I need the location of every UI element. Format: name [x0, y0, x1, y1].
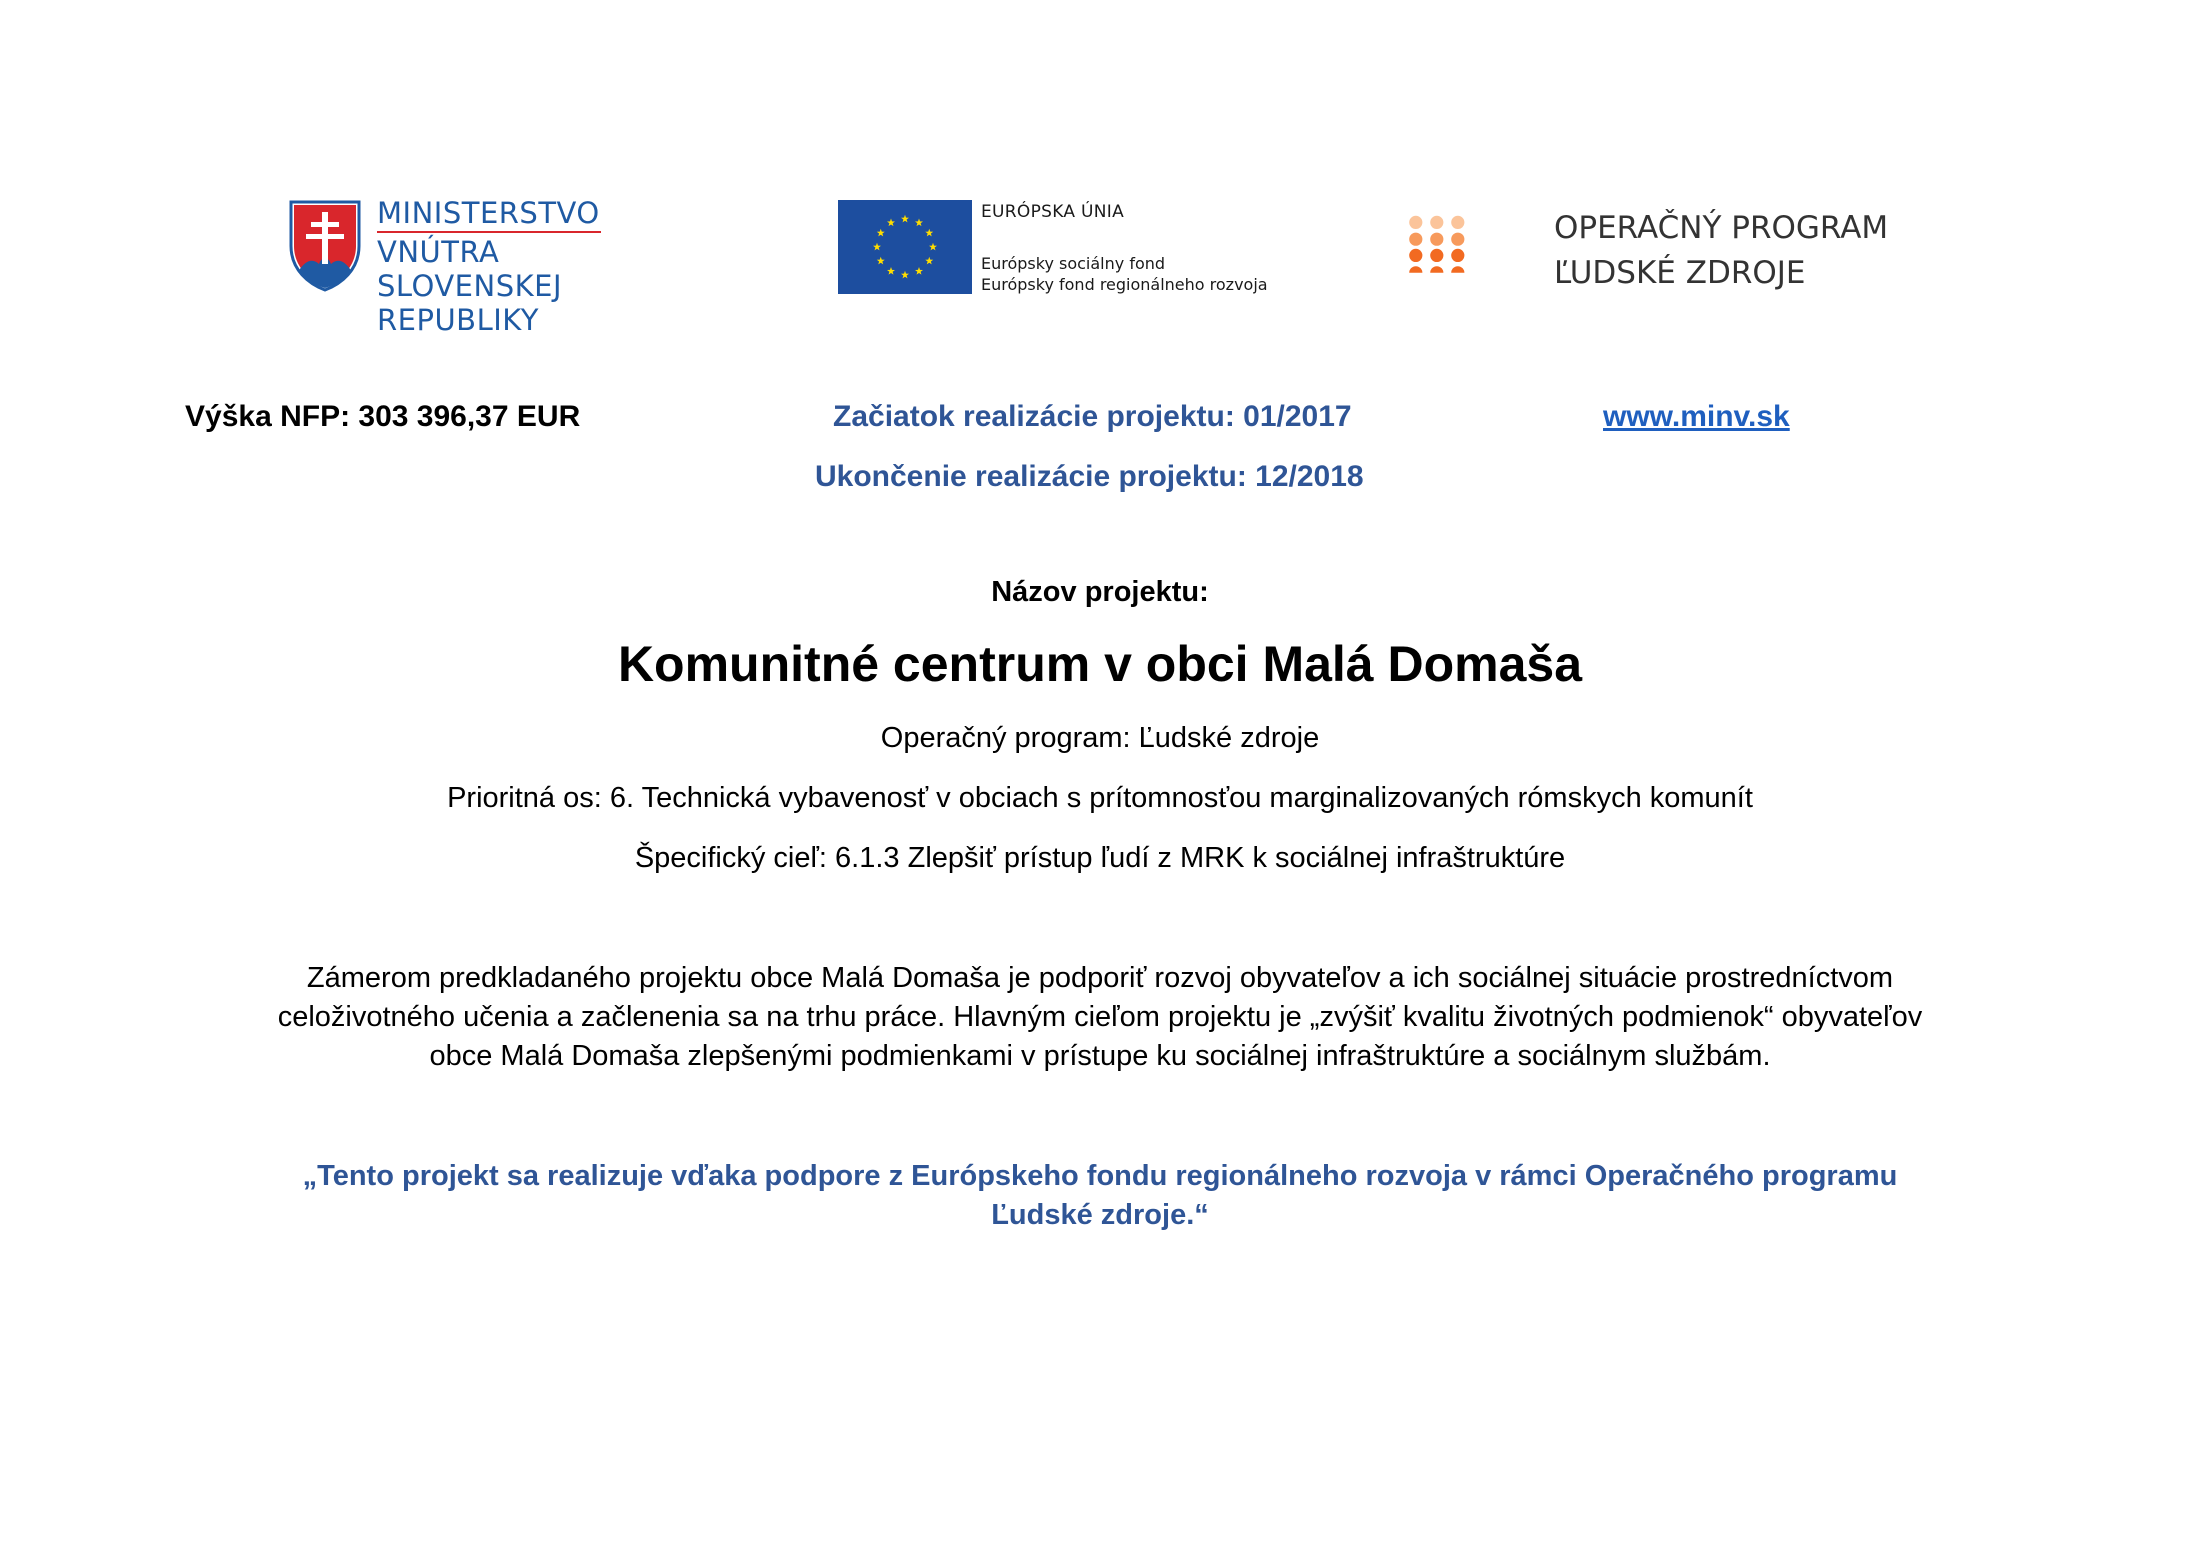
- op-name: [1554, 206, 1888, 296]
- ministry-name-line1: MINISTERSTVO: [377, 196, 601, 233]
- website-link[interactable]: www.minv.sk: [1603, 400, 1790, 433]
- orange-dots-icon: [1408, 196, 1468, 292]
- op-name-line1: OPERAČNÝ PROGRAM: [1554, 210, 1889, 246]
- description-line: Zámerom predkladaného projektu obce Malá Domaša je podporiť rozvoj obyvateľov a ich sociálnej situácie prostredníctvom: [306, 962, 1894, 994]
- slovak-coat-of-arms-icon: [289, 200, 361, 292]
- ministry-name-line3: SLOVENSKEJ REPUBLIKY: [377, 269, 563, 337]
- project-name-label: Názov projektu:: [991, 576, 1209, 608]
- project-start-date: Začiatok realizácie projektu: 01/2017: [833, 400, 1352, 433]
- funding-statement: [150, 1157, 2050, 1235]
- eu-fund-regional: Európsky fond regionálneho rozvoja: [981, 275, 1268, 294]
- op-name-line2: ĽUDSKÉ ZDROJE: [1554, 255, 1806, 291]
- project-description: [200, 959, 2000, 1076]
- operational-program: Operačný program: Ľudské zdroje: [880, 722, 1320, 754]
- eu-flag-icon: [838, 200, 972, 294]
- funding-statement-line: Ľudské zdroje.“: [991, 1199, 1209, 1231]
- description-line: obce Malá Domaša zlepšenými podmienkami v prístupe ku sociálnej infraštruktúre a sociálnym službám.: [429, 1040, 1771, 1072]
- ministry-name: [377, 196, 729, 337]
- ministry-name-line2: VNÚTRA: [377, 235, 500, 269]
- eu-fund-social: Európsky sociálny fond: [981, 254, 1166, 273]
- eu-logo: [838, 200, 1298, 300]
- ministry-logo: [289, 196, 729, 337]
- specific-goal: Špecifický cieľ: 6.1.3 Zlepšiť prístup ľudí z MRK k sociálnej infraštruktúre: [634, 842, 1566, 874]
- project-end-date: Ukončenie realizácie projektu: 12/2018: [815, 460, 1364, 493]
- op-logo: [1408, 196, 1908, 296]
- nfp-amount: Výška NFP: 303 396,37 EUR: [185, 400, 581, 433]
- funding-statement-line: „Tento projekt sa realizuje vďaka podpore z Európskeho fondu regionálneho rozvoja v rámci Operačného programu: [302, 1160, 1898, 1192]
- eu-title: EURÓPSKA ÚNIA: [981, 202, 1125, 222]
- priority-axis: Prioritná os: 6. Technická vybavenosť v obciach s prítomnosťou marginalizovaných rómskych komunít: [447, 782, 1753, 814]
- description-line: celoživotného učenia a začlenenia sa na trhu práce. Hlavným cieľom projektu je „zvýšiť kvalitu životných podmienok“ obyvateľov: [277, 1001, 1923, 1033]
- project-title: Komunitné centrum v obci Malá Domaša: [617, 636, 1583, 692]
